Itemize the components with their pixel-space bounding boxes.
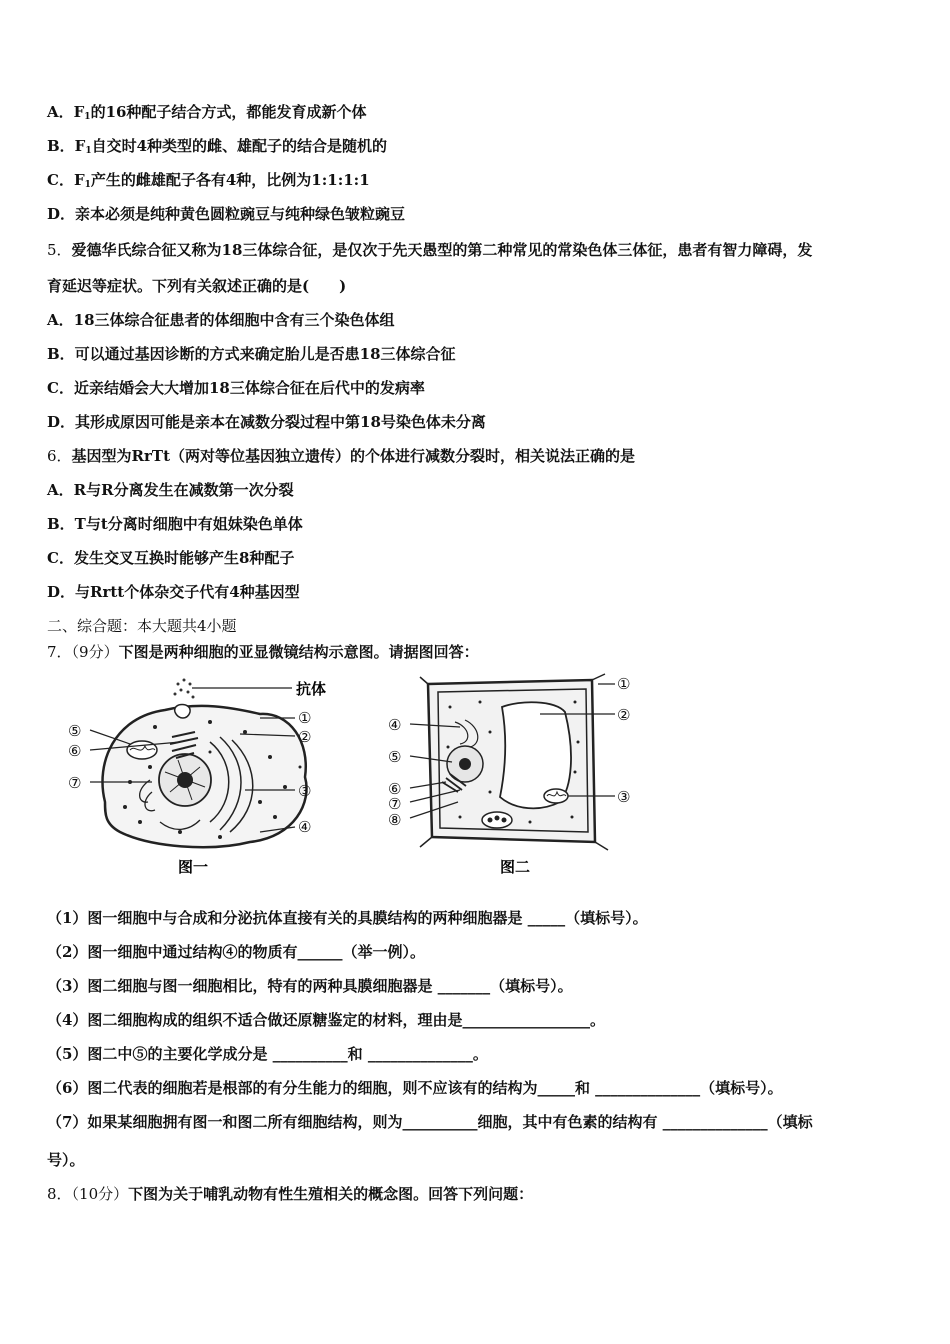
fig2-label-4: ④ (388, 716, 402, 734)
fig1-secretion-vesicle (175, 705, 190, 719)
q7-part5: （5）图二中⑤的主要化学成分是 __________和 ______________。 (47, 1045, 488, 1063)
q5-option-b: B．可以通过基因诊断的方式来确定胎儿是否患18三体综合征 (47, 345, 456, 363)
cell-diagram-figure (60, 672, 660, 882)
fig2-label-8: ⑧ (388, 811, 402, 829)
q7-part4: （4）图二细胞构成的组织不适合做还原糖鉴定的材料，理由是_________________。 (47, 1011, 605, 1029)
fig1-label-2: ② (298, 728, 312, 746)
figure2-plant-cell (410, 674, 615, 850)
q6-option-d: D．与Rrtt个体杂交子代有4种基因型 (47, 583, 300, 601)
q6-option-c: C．发生交叉互换时能够产生8种配子 (47, 549, 295, 567)
fig1-label-7: ⑦ (68, 774, 82, 792)
q4-option-d: D．亲本必须是纯种黄色圆粒豌豆与纯种绿色皱粒豌豆 (47, 205, 406, 223)
q7-part6: （6）图二代表的细胞若是根部的有分生能力的细胞，则不应该有的结构为_____和 ______________（填标号）。 (47, 1079, 783, 1097)
fig2-label-2: ② (617, 706, 631, 724)
fig2-caption: 图二 (500, 858, 531, 876)
cell-diagram-svg (60, 672, 660, 882)
q6-stem: 6．基因型为RrTt（两对等位基因独立遗传）的个体进行减数分裂时，相关说法正确的是 (47, 447, 636, 465)
figure1-animal-cell (90, 679, 307, 848)
fig2-label-3: ③ (617, 788, 631, 806)
antibody-label: 抗体 (296, 680, 327, 698)
q5-option-c: C．近亲结婚会大大增加18三体综合征在后代中的发病率 (47, 379, 425, 397)
fig1-label-5: ⑤ (68, 722, 82, 740)
fig2-label-5: ⑤ (388, 748, 402, 766)
q5-option-a: A．18三体综合征患者的体细胞中含有三个染色体组 (47, 311, 395, 329)
fig2-label-1: ① (617, 675, 631, 693)
q7-part1: （1）图一细胞中与合成和分泌抗体直接有关的具膜结构的两种细胞器是 _____（填标号）。 (47, 909, 648, 927)
q6-option-a: A．R与R分离发生在减数第一次分裂 (47, 481, 294, 499)
fig1-caption: 图一 (178, 858, 209, 876)
antibody-dots (174, 679, 195, 699)
q6-option-b: B．T与t分离时细胞中有姐妹染色单体 (47, 515, 303, 533)
q8-stem: 8．（10分）下图为关于哺乳动物有性生殖相关的概念图。回答下列问题： (47, 1185, 534, 1203)
q7-part2: （2）图一细胞中通过结构④的物质有______（举一例）。 (47, 943, 425, 961)
q4-option-b: B．$F_1$自交时4种类型的雌、雄配子的结合是随机的 (47, 137, 388, 156)
q7-part3: （3）图二细胞与图一细胞相比，特有的两种具膜细胞器是 _______（填标号）。 (47, 977, 573, 995)
q7-part7-line1: （7）如果某细胞拥有图一和图二所有细胞结构，则为__________细胞，其中有色素的结构有 ______________（填标 (47, 1113, 813, 1131)
fig1-label-1: ① (298, 709, 312, 727)
section-title: 二、综合题：本大题共4小题 (47, 617, 237, 635)
fig2-label-7: ⑦ (388, 795, 402, 813)
fig1-label-3: ③ (298, 782, 312, 800)
q5-stem-line1: 5．爱德华氏综合征又称为18三体综合征，是仅次于先天愚型的第二种常见的常染色体三体征，患者有智力障碍，发 (47, 241, 813, 259)
fig1-label-6: ⑥ (68, 742, 82, 760)
q5-stem-line2: 育延迟等症状。下列有关叙述正确的是( ) (47, 277, 347, 295)
q5-option-d: D．其形成原因可能是亲本在减数分裂过程中第18号染色体未分离 (47, 413, 486, 431)
q7-part7-line2: 号）。 (47, 1151, 85, 1169)
fig2-label-6: ⑥ (388, 780, 402, 798)
q4-option-a: A．$F_1$的16种配子结合方式，都能发育成新个体 (47, 103, 367, 122)
q4-option-c: C．$F_1$产生的雌雄配子各有4种，比例为1:1:1:1 (47, 171, 370, 190)
fig1-label-4: ④ (298, 818, 312, 836)
q7-stem: 7．（9分）下图是两种细胞的亚显微镜结构示意图。请据图回答： (47, 643, 479, 661)
